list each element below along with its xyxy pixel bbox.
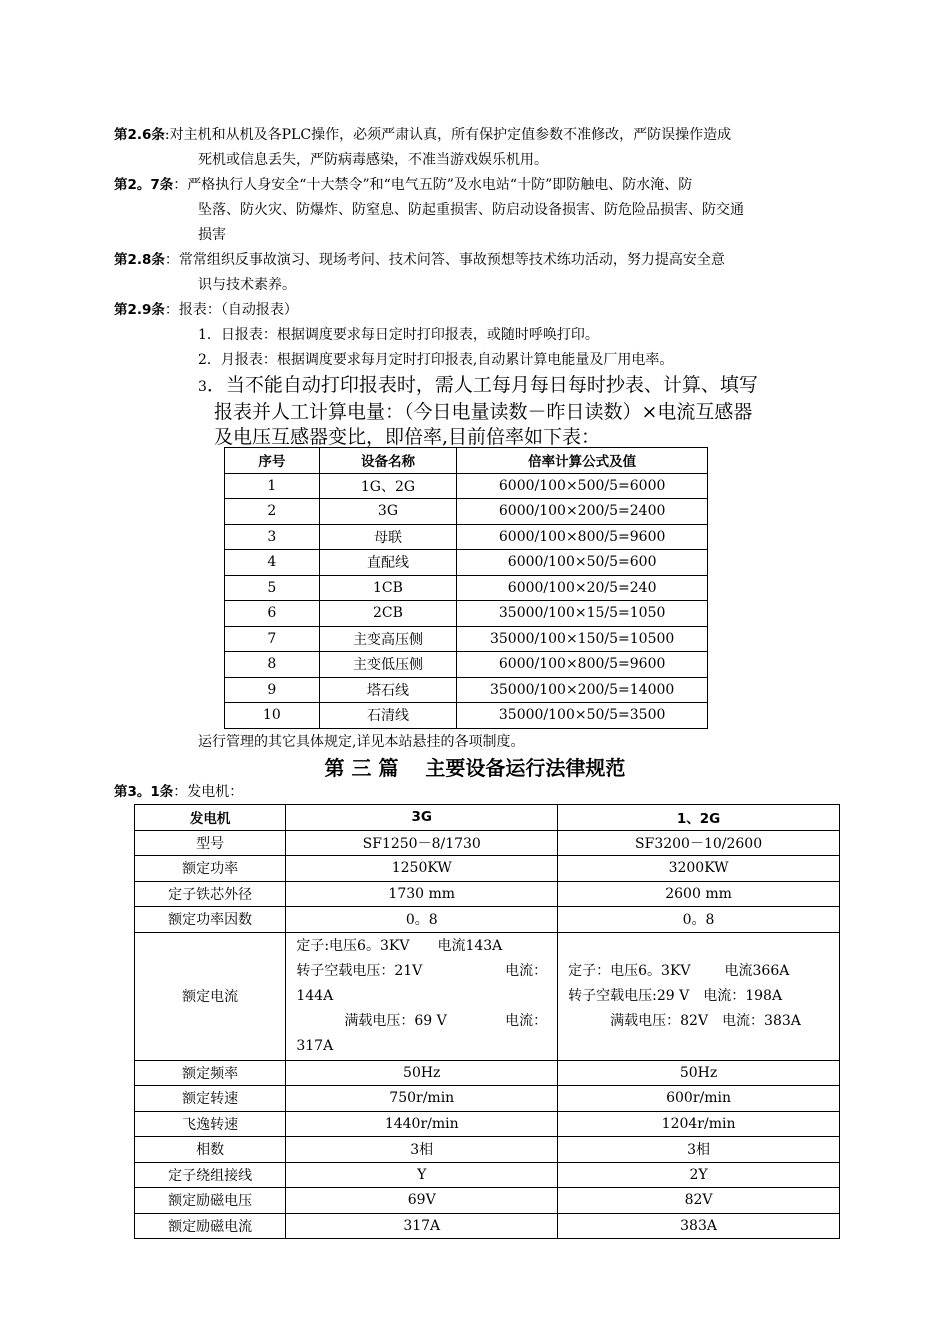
cell-param: 额定电流: [135, 932, 286, 1060]
table-row: [225, 499, 708, 525]
cell-12g: 0。8: [558, 907, 840, 933]
table-row: [135, 830, 840, 856]
cell-param: 额定频率: [135, 1060, 286, 1086]
clause-text: 严格执行人身安全“十大禁令”和“电气五防”及水电站“十防”即防触电、防水淹、防: [187, 177, 693, 193]
cell-12g: 2600 mm: [558, 881, 840, 907]
clause-label: 第3。1条: [114, 784, 174, 800]
table-row: [135, 1137, 840, 1163]
part-title: 第 三 篇 主要设备运行法律规范: [324, 756, 626, 780]
cell-device: 主变高压侧: [319, 626, 457, 652]
table-row: [225, 524, 708, 550]
col-header-12g: 1、2G: [558, 805, 840, 831]
table-row: [225, 601, 708, 627]
clause-label: 第2.8条: [114, 252, 165, 268]
table-row: [225, 473, 708, 499]
table-row: [135, 1188, 840, 1214]
cell-3g: 50Hz: [286, 1060, 558, 1086]
cell-12g: 3相: [558, 1137, 840, 1163]
cell-3g: 1250KW: [286, 856, 558, 882]
cell-formula: 6000/100×20/5=240: [457, 575, 708, 601]
cell-3g: SF1250－8/1730: [286, 830, 558, 856]
clause-2-8: 第2.8条：常常组织反事故演习、现场考问、技术问答、事故预想等技术练功活动，努力提高安全意 识与技术素养。: [114, 248, 860, 298]
clause-2-9: 第2.9条：报表：（自动报表）: [114, 302, 298, 318]
cell-index: 9: [225, 677, 320, 703]
clause-text-cont: 死机或信息丢失，严防病毒感染，不准当游戏娱乐机用。: [198, 152, 548, 168]
clause-text: 报表：（自动报表）: [178, 302, 298, 318]
table-row: [225, 575, 708, 601]
cell-12g-current: 定子：电压6。3KV 电流366A 转子空载电压:29 V 电流：198A 满载电压：82V 电流：383A: [558, 932, 840, 1060]
cell-param: 型号: [135, 830, 286, 856]
cell-index: 8: [225, 652, 320, 678]
cell-formula: 6000/100×800/5=9600: [457, 524, 708, 550]
cell-index: 6: [225, 601, 320, 627]
table-row: [135, 1162, 840, 1188]
cell-param: 额定励磁电压: [135, 1188, 286, 1214]
cell-index: 4: [225, 550, 320, 576]
cell-param: 定子铁芯外径: [135, 881, 286, 907]
cell-param: 相数: [135, 1137, 286, 1163]
report-item-monthly: 2．月报表：根据调度要求每月定时打印报表,自动累计算电能量及厂用电率。: [198, 352, 674, 368]
cell-index: 7: [225, 626, 320, 652]
clause-text: 常常组织反事故演习、现场考问、技术问答、事故预想等技术练功活动，努力提高安全意: [178, 252, 725, 268]
cell-param: 定子绕组接线: [135, 1162, 286, 1188]
table-row: [225, 626, 708, 652]
table-row: [135, 1213, 840, 1239]
cell-device: 塔石线: [319, 677, 457, 703]
cell-device: 直配线: [319, 550, 457, 576]
cell-index: 1: [225, 473, 320, 499]
cell-3g: Y: [286, 1162, 558, 1188]
cell-index: 3: [225, 524, 320, 550]
cell-12g: 82V: [558, 1188, 840, 1214]
table-row: [225, 677, 708, 703]
table-row: [225, 550, 708, 576]
cell-formula: 6000/100×50/5=600: [457, 550, 708, 576]
clause-text: ：发电机：: [173, 784, 244, 800]
clause-label: 第2.9条: [114, 302, 165, 318]
table-header-row: [225, 448, 708, 474]
cell-param: 飞逸转速: [135, 1111, 286, 1137]
cell-index: 2: [225, 499, 320, 525]
cell-device: 母联: [319, 524, 457, 550]
table-row: [135, 881, 840, 907]
cell-device: 2CB: [319, 601, 457, 627]
cell-index: 5: [225, 575, 320, 601]
cell-12g: 50Hz: [558, 1060, 840, 1086]
clause-label: 第2。7条: [114, 177, 174, 193]
clause-text-cont: 损害: [198, 227, 226, 243]
management-note: 运行管理的其它具体规定,详见本站悬挂的各项制度。: [198, 734, 525, 750]
cell-3g: 1440r/min: [286, 1111, 558, 1137]
cell-param: 额定功率因数: [135, 907, 286, 933]
table-row: [225, 703, 708, 729]
table-row: [225, 652, 708, 678]
col-header-generator: 发电机: [135, 805, 286, 831]
cell-param: 额定转速: [135, 1086, 286, 1112]
table-row: [135, 907, 840, 933]
cell-param: 额定励磁电流: [135, 1213, 286, 1239]
cell-device: 石清线: [319, 703, 457, 729]
col-header-3g: 3G: [286, 805, 558, 831]
cell-param: 额定功率: [135, 856, 286, 882]
clause-3-1: [114, 780, 860, 805]
ratio-table: [224, 447, 708, 729]
clause-text: 对主机和从机及各PLC操作，必须严肃认真，所有保护定值参数不准修改，严防误操作造成: [169, 127, 732, 143]
cell-formula: 35000/100×50/5=3500: [457, 703, 708, 729]
col-header-device: 设备名称: [319, 448, 457, 474]
cell-formula: 35000/100×150/5=10500: [457, 626, 708, 652]
cell-3g: 750r/min: [286, 1086, 558, 1112]
table-row: [135, 1060, 840, 1086]
cell-formula: 6000/100×200/5=2400: [457, 499, 708, 525]
cell-3g: 1730 mm: [286, 881, 558, 907]
report-item-daily: 1．日报表：根据调度要求每日定时打印报表，或随时呼唤打印。: [198, 327, 599, 343]
cell-formula: 35000/100×200/5=14000: [457, 677, 708, 703]
clause-text-cont: 识与技术素养。: [198, 277, 296, 293]
cell-3g: 3相: [286, 1137, 558, 1163]
cell-device: 1G、2G: [319, 473, 457, 499]
col-header-formula: 倍率计算公式及值: [457, 448, 708, 474]
cell-3g-current: 定子:电压6。3KV 电流143A 转子空载电压：21V 电流： 144A 满载电压：69 V 电流： 317A: [286, 932, 558, 1060]
table-header-row: [135, 805, 840, 831]
table-row: [135, 1111, 840, 1137]
cell-12g: 383A: [558, 1213, 840, 1239]
clause-label: 第2.6条: [114, 127, 165, 143]
table-row-rated-current: [135, 932, 840, 1060]
cell-12g: 3200KW: [558, 856, 840, 882]
generator-table: [134, 804, 840, 1239]
cell-3g: 0。8: [286, 907, 558, 933]
cell-formula: 6000/100×800/5=9600: [457, 652, 708, 678]
cell-12g: 1204r/min: [558, 1111, 840, 1137]
cell-3g: 69V: [286, 1188, 558, 1214]
cell-device: 3G: [319, 499, 457, 525]
cell-12g: SF3200－10/2600: [558, 830, 840, 856]
cell-index: 10: [225, 703, 320, 729]
clause-2-6: 第2.6条:对主机和从机及各PLC操作，必须严肃认真，所有保护定值参数不准修改，严防误操作造成 死机或信息丢失，严防病毒感染，不准当游戏娱乐机用。: [114, 123, 860, 173]
cell-formula: 35000/100×15/5=1050: [457, 601, 708, 627]
clause-2-7: 第2。7条：严格执行人身安全“十大禁令”和“电气五防”及水电站“十防”即防触电、防水淹、防 坠落、防火灾、防爆炸、防窒息、防起重损害、防启动设备损害、防危险品损害、防交通 损害: [114, 173, 860, 248]
cell-formula: 6000/100×500/5=6000: [457, 473, 708, 499]
cell-12g: 2Y: [558, 1162, 840, 1188]
cell-device: 主变低压侧: [319, 652, 457, 678]
clause-text-cont: 坠落、防火灾、防爆炸、防窒息、防起重损害、防启动设备损害、防危险品损害、防交通: [198, 202, 744, 218]
cell-device: 1CB: [319, 575, 457, 601]
table-row: [135, 856, 840, 882]
cell-3g: 317A: [286, 1213, 558, 1239]
table-row: [135, 1086, 840, 1112]
cell-12g: 600r/min: [558, 1086, 840, 1112]
col-header-index: 序号: [225, 448, 320, 474]
report-item-manual: 3．当不能自动打印报表时，需人工每月每日每时抄表、计算、填写 报表并人工计算电量：（今日电量读数－昨日读数）×电流互感器 及电压互感器变比，即倍率,目前倍率如下表：: [198, 374, 758, 448]
